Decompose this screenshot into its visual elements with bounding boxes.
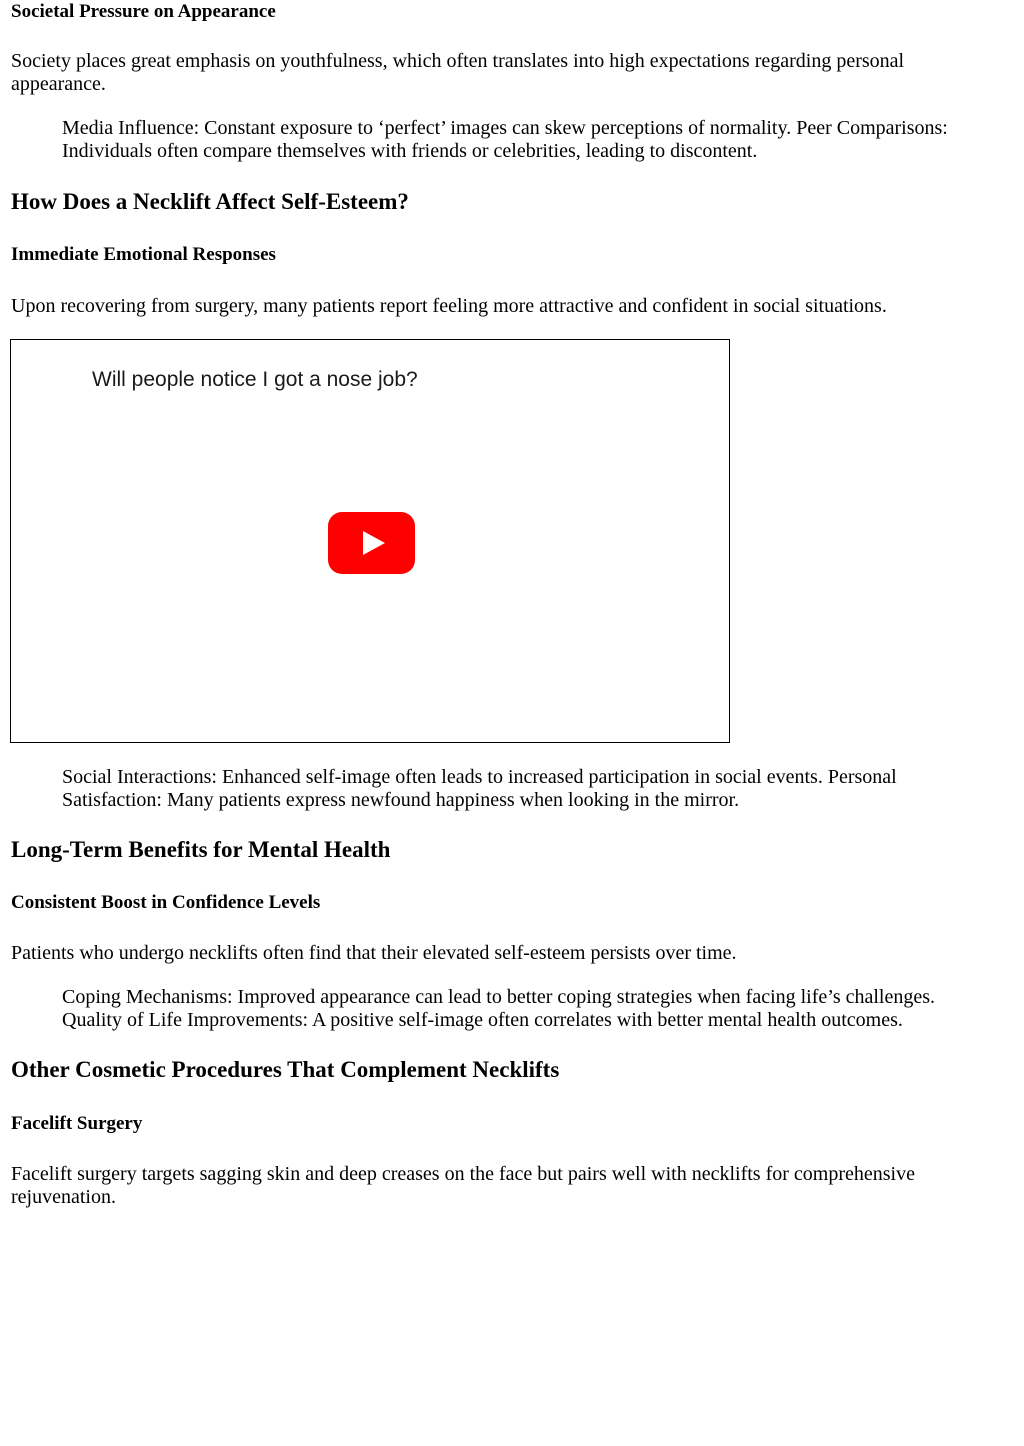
video-embed[interactable] [10,339,730,743]
paragraph: Society places great emphasis on youthfulness, which often translates into high expectations regarding personal appearance. [11,50,905,95]
list-block: Media Influence: Constant exposure to ‘perfect’ images can skew perceptions of normality. Peer Comparisons: Individuals often compare themselves with friends or celebrities, leading to discontent. [62,117,948,162]
paragraph: Patients who undergo necklifts often find that their elevated self-esteem persists over time. [11,942,737,964]
video-title[interactable]: Will people notice I got a nose job? [92,368,418,391]
section-heading: Societal Pressure on Appearance [11,1,276,22]
play-button[interactable] [328,512,415,574]
paragraph: Upon recovering from surgery, many patients report feeling more attractive and confident in social situations. [11,295,887,317]
play-icon [328,512,415,574]
subsection-heading: Consistent Boost in Confidence Levels [11,892,321,913]
section-heading: Long-Term Benefits for Mental Health [11,837,391,862]
subsection-heading: Facelift Surgery [11,1113,143,1134]
list-block: Coping Mechanisms: Improved appearance can lead to better coping strategies when facing life’s challenges. Quality of Life Improvements: A positive self-image often correlates with better mental health outcomes. [62,986,936,1031]
section-heading: Other Cosmetic Procedures That Complement Necklifts [11,1057,560,1082]
section-heading: How Does a Necklift Affect Self-Esteem? [11,189,409,214]
paragraph: Facelift surgery targets sagging skin and deep creases on the face but pairs well with necklifts for comprehensive rejuvenation. [11,1163,915,1208]
subsection-heading: Immediate Emotional Responses [11,244,276,265]
list-block: Social Interactions: Enhanced self-image often leads to increased participation in social events. Personal Satisfaction: Many patients express newfound happiness when looking in the mirror. [62,766,897,811]
